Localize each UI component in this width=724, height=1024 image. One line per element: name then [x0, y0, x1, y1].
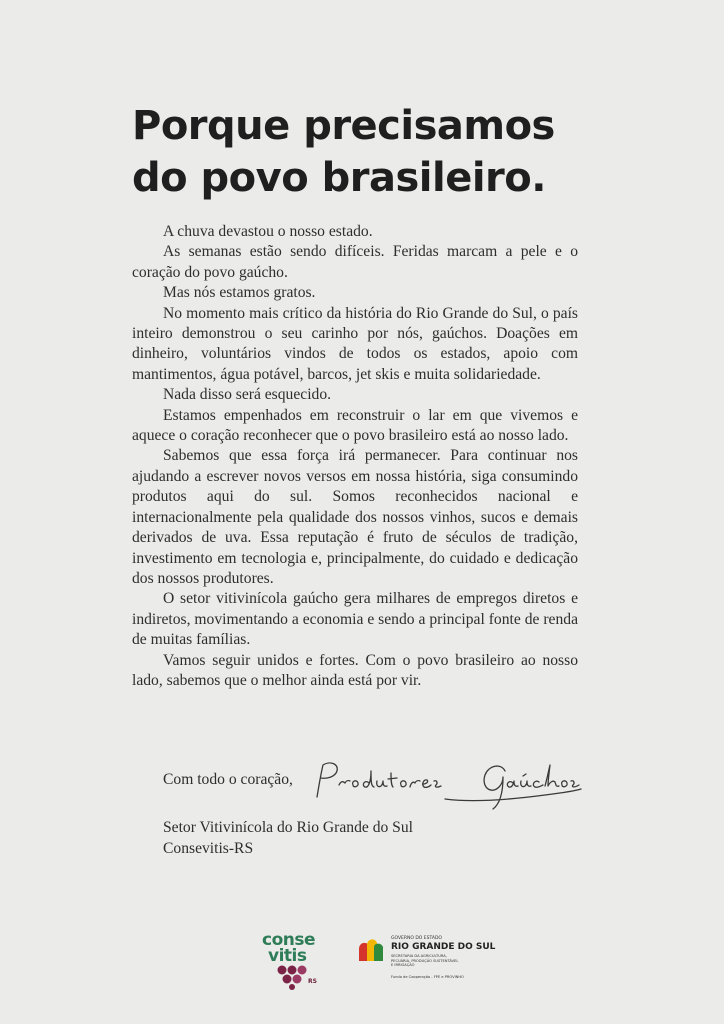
letter-body [132, 222, 578, 691]
paragraph: Nada disso será esquecido. [163, 386, 332, 404]
gov-label-name: RIO GRANDE DO SUL [391, 942, 496, 952]
grape-cluster-icon [276, 964, 310, 990]
headline-line-2: do povo brasileiro. [132, 155, 546, 201]
paragraph: No momento mais crítico da história do Rio Grande do Sul, o país inteiro demonstrou o seu carinho por nós, gaúchos. Doações em dinheiro, voluntários vindos de todos os estados, apoio com mantimentos, água potável, barcos, jet skis e muita solidariedade. [132, 304, 578, 383]
headline-line-1: Porque precisamos [132, 103, 555, 149]
paragraph: A chuva devastou o nosso estado. [163, 223, 373, 240]
rs-government-emblem-icon [357, 937, 385, 963]
gov-secretaria-label: SECRETARIA DA AGRICULTURA, PECUÁRIA, PRODUÇÃO SUSTENTÁVEL E IRRIGAÇÃO [391, 954, 459, 967]
organization-short-name: Consevitis-RS [163, 839, 254, 857]
signoff: Com todo o coração, [163, 771, 293, 788]
paragraph: O setor vitivinícola gaúcho gera milhares de empregos diretos e indiretos, movimentando a economia e sendo a principal fonte de renda de muitas famílias. [132, 590, 578, 649]
consevitis-logo [258, 928, 328, 992]
organization-block [163, 818, 413, 859]
consevitis-logo-rs: RS [308, 978, 317, 985]
headline [132, 100, 652, 204]
consevitis-logo-text-top: conse [262, 930, 316, 950]
paragraph: As semanas estão sendo difíceis. Feridas marcam a pele e o coração do povo gaúcho. [132, 243, 578, 281]
paragraph: Sabemos que essa força irá permanecer. Para continuar nos ajudando a escrever novos versos em nossa história, siga consumindo produtos aqui do sul. Somos reconhecidos nacional e internacionalmente pela qualidade dos nossos vinhos, sucos e demais derivados de uva. Essa reputação é fruto de séculos de tradição, investimento em tecnologia e, principalmente, do cuidado e dedicação dos nossos produtores. [132, 447, 578, 587]
consevitis-logo-text-bottom: vitis [268, 946, 307, 966]
paragraph: Mas nós estamos gratos. [163, 284, 316, 302]
paragraph: Vamos seguir unidos e fortes. Com o povo brasileiro ao nosso lado, sabemos que o melhor ainda está por vir. [132, 651, 578, 689]
rio-grande-do-sul-government-logo [355, 935, 496, 987]
organization-name: Setor Vitivinícola do Rio Grande do Sul [163, 819, 413, 836]
handwritten-signature [305, 755, 585, 815]
gov-label-small: GOVERNO DO ESTADO [391, 936, 442, 941]
paragraph: Estamos empenhados em reconstruir o lar em que vivemos e aquece o coração reconhecer que o povo brasileiro está ao nosso lado. [132, 406, 578, 445]
gov-footer-label: Fundo de Cooperação - FPE e PROVINHO [391, 975, 464, 979]
